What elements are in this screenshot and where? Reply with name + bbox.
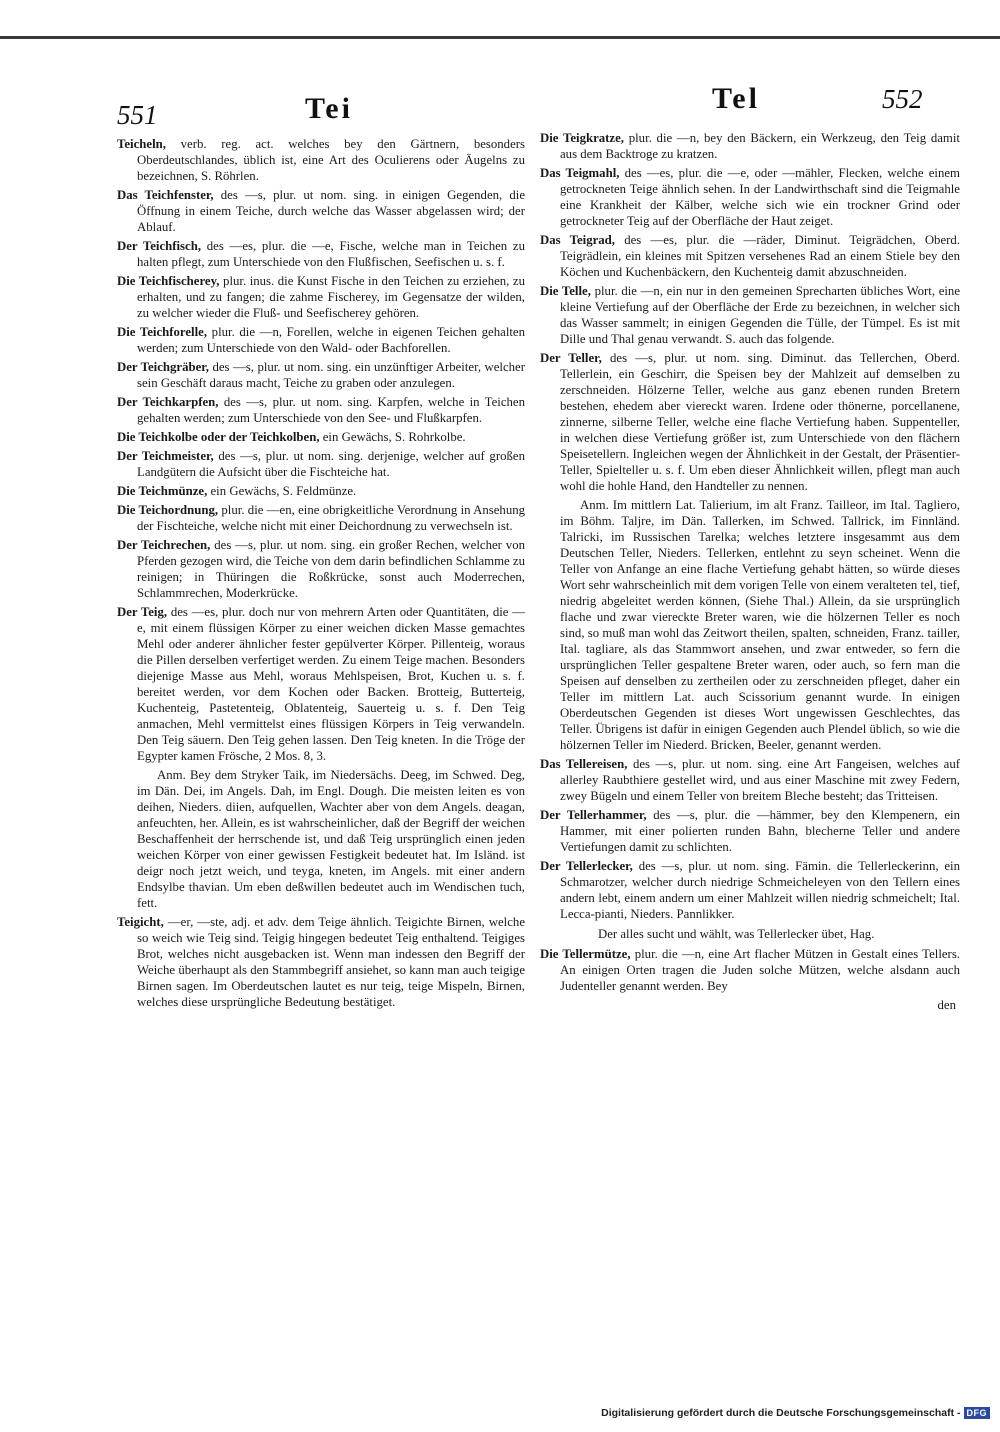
entry-body: des —s, plur. ut nom. sing. eine Art Fangeisen, welches auf allerley Raubthiere gestellet wird, und aus einer Maschine mit zwey Federn, zwey Bügeln und einem Teller von breitem Bleche besteht; das Tritteisen. <box>560 757 960 803</box>
dictionary-entry <box>540 858 960 922</box>
entry-body: des —es, plur. die —räder, Diminut. Teigrädchen, Oberd. Teigrädlein, ein kleines mit Spitzen versehenes Rad an einem Stiele bey den Köchen und Kuchenbäckern, den Kuchenteig damit abzuschneiden. <box>560 233 960 279</box>
entry-headword: Teigicht, <box>117 915 164 929</box>
entry-headword: Das Teigrad, <box>540 233 615 247</box>
etymology-note <box>117 767 525 911</box>
note-label: Anm. <box>157 768 186 782</box>
dictionary-entry <box>117 537 525 601</box>
entry-headword: Der Teichkarpfen, <box>117 395 219 409</box>
entry-headword: Der Tellerhammer, <box>540 808 647 822</box>
entry-body: ein Gewächs, S. Feldmünze. <box>210 484 357 498</box>
entry-headword: Der Teller, <box>540 351 602 365</box>
right-column <box>540 130 960 1013</box>
dictionary-entry <box>117 273 525 321</box>
entry-headword: Das Teigmahl, <box>540 166 620 180</box>
left-column <box>117 136 525 1013</box>
quotation-line: Der alles sucht und wählt, was Tellerlecker übet, Hag. <box>598 927 875 941</box>
dictionary-entry <box>117 136 525 184</box>
entry-headword: Der Tellerlecker, <box>540 859 633 873</box>
entry-body: plur. inus. die Kunst Fische in den Teichen zu erziehen, zu erhalten, und zu fangen; die zahme Fischerey, im Gegensatze der wilden, zu welcher wieder die Fluß- und Seefischerey gehören. <box>137 274 526 320</box>
scan-edge-line <box>0 36 1000 39</box>
dictionary-entry <box>540 807 960 855</box>
dictionary-entry <box>117 324 525 356</box>
entry-body: verb. reg. act. welches bey den Gärtnern, besonders Oberdeutschlandes, üblich ist, eine Art des Oculierens oder Äugelns zu bezeichnen, S. Röhrlen. <box>137 137 525 183</box>
dictionary-entry <box>540 232 960 280</box>
entry-body: des —s, plur. ut nom. sing. ein unzünftiger Arbeiter, welcher sein Geschäft daraus macht, Teiche zu graben oder anzulegen. <box>137 360 525 390</box>
entry-headword: Das Teichfenster, <box>117 188 214 202</box>
entry-body: plur. die —n, eine Art flacher Mützen in Gestalt eines Tellers. An einigen Orten tragen die Juden solche Mützen, welche alsdann auch Judenteller genannt werden. Bey <box>560 947 960 993</box>
dictionary-entry <box>117 359 525 391</box>
entry-body: des —s, plur. ut nom. sing. ein großer Rechen, welcher von Pferden gezogen wird, die Teiche von dem darin befindlichen Schlamme zu reinigen; in Thüringen die Roßkrücke, sonst auch Moderrechen, Schlammrechen, Moderkrücke. <box>137 538 525 600</box>
digitization-credit <box>601 1407 990 1419</box>
left-page-number: 551 <box>117 100 158 130</box>
entry-body: plur. die —n, Forellen, welche in eigenen Teichen gehalten werden; zum Unterschiede von den Wald- oder Bachforellen. <box>137 325 526 355</box>
dictionary-entry <box>540 946 960 994</box>
entry-body: plur. die —en, eine obrigkeitliche Verordnung in Ansehung der Fischteiche, welche nicht mit einer Deichordnung zu verwechseln ist. <box>137 503 526 533</box>
entry-headword: Der Teichgräber, <box>117 360 209 374</box>
entry-body: des —s, plur. ut nom. sing. Fämin. die Tellerleckerinn, ein Schmarotzer, welcher durch niedrige Schmeicheleyen von den Tellern eines andern lebt, einem andern um einer Mahlzeit willen niedrig schmeichelt; Ital. Lecca-pianti, Nieders. Pannlikker. <box>560 859 961 921</box>
etymology-note <box>540 497 960 753</box>
entry-body: —er, —ste, adj. et adv. dem Teige ähnlich. Teigichte Birnen, welche so weich wie Teig sind. Teigig hingegen bedeutet Teig enthaltend. Teigiges Brot, welches nicht ausgebacken ist. Wenn man indessen den Begriff der Weiche überhaupt als den Stammbegriff ansiehet, so kann man auch teigige Birnen sagen. Im Oberdeutschen lautet es nur teig, teige Mispeln, Birnen, welches diese ursprüngliche Bedeutung bestätiget. <box>137 915 525 1009</box>
left-running-head: Tei <box>305 92 353 125</box>
entry-headword: Die Teigkratze, <box>540 131 624 145</box>
entry-headword: Der Teichfisch, <box>117 239 202 253</box>
entry-headword: Die Teichmünze, <box>117 484 208 498</box>
entry-headword: Die Teichordnung, <box>117 503 219 517</box>
entry-body: des —es, plur. die —e, oder —mähler, Flecken, welche einem getrockneten Teige ähnlich sehen. In der Landwirthschaft sind die Teigmahle eine Krankheit der Kälber, welche sich wie ein trockner Grind oder getrockneter Teig auf der Oberfläche der Haut zeiget. <box>560 166 961 228</box>
dictionary-entry <box>117 914 525 1010</box>
dictionary-entry <box>540 283 960 347</box>
entry-body: des —s, plur. ut nom. sing. derjenige, welcher auf großen Landgütern die Aufsicht über die Fischteiche hat. <box>137 449 525 479</box>
dictionary-entry <box>117 604 525 764</box>
entry-headword: Das Tellereisen, <box>540 757 628 771</box>
right-page-number: 552 <box>882 84 923 114</box>
dictionary-entry <box>117 394 525 426</box>
entry-body: des —s, plur. ut nom. sing. Karpfen, welche in Teichen gehalten werden; zum Unterschiede von den See- und Flußkarpfen. <box>137 395 525 425</box>
dictionary-entry <box>540 756 960 804</box>
entry-headword: Die Teichkolbe oder der Teichkolben, <box>117 430 320 444</box>
note-body: Bey dem Stryker Taik, im Niedersächs. Deeg, im Schwed. Deg, im Dän. Dei, im Angels. Dah, im Engl. Dough. Die meisten leiten es von deihen, Nieders. diien, aufquellen, Wachter aber von dem Angels. deagan, anfeuchten, her. Allein, es ist wahrscheinlicher, daß der Begriff der weichen Beschaffenheit der herrschende ist, und daß Teig ursprünglich einen jeden weichen Körper von einer gewissen Festigkeit bedeutet hat. Im Isländ. ist deigr noch jetzt weich, und teyga, kneten, im Angels. mit einer andern Endsylbe thavian. Um eben deßwillen bedeutet auch im Wendischen tuch, fett. <box>137 768 525 910</box>
entry-body: des —es, plur. doch nur von mehrern Arten oder Quantitäten, die —e, mit einem flüssigen Körper zu einer weichen dicken Masse gemachtes Mehl oder anderer ähnlicher fester gepülverter Körper. Pillenteig, woraus die Pillen derselben verfertiget werden. Zu einem Teige machen. Besonders diejenige Masse aus Mehl, woraus Mehlspeisen, Brot, Kuchen u. s. f. bereitet werden, vor dem Kochen oder Backen. Brotteig, Butterteig, Kuchenteig, Pastetenteig, Oblatenteig, Sauerteig u. s. f. Den Teig anmachen, Mehl vermittelst eines flüssigen Körpers in Teig verwandeln. Den Teig säuern. Den Teig gehen lassen. Den Teig kneten. In die Tröge der Egypter kamen Frösche, 2 Mos. 8, 3. <box>137 605 525 763</box>
entry-body: plur. die —n, ein nur in den gemeinen Sprecharten übliches Wort, eine kleine Vertiefung auf der Oberfläche der Erde zu bezeichnen, in welcher sich das Wasser sammelt; in einigen Gegenden die Tülle, der Tümpel. Es ist mit Dille und Thal genau verwandt. S. auch das folgende. <box>560 284 961 346</box>
dictionary-entry <box>117 502 525 534</box>
dictionary-entry <box>117 483 525 499</box>
dictionary-entry <box>540 350 960 494</box>
dictionary-entry <box>117 187 525 235</box>
right-running-head: Tel <box>712 82 760 115</box>
entry-body: des —s, plur. die —hämmer, bey den Klempenern, ein Hammer, mit einer polierten runden Bahn, blecherne Teller und andere Vertiefungen damit zu schlichten. <box>560 808 960 854</box>
dfg-logo: DFG <box>964 1407 991 1419</box>
dictionary-entry <box>540 165 960 229</box>
entry-headword: Teicheln, <box>117 137 166 151</box>
entry-body: ein Gewächs, S. Rohrkolbe. <box>322 430 466 444</box>
entry-headword: Die Teichforelle, <box>117 325 208 339</box>
dictionary-entry <box>117 238 525 270</box>
note-label: Anm. <box>580 498 609 512</box>
dictionary-entry <box>117 448 525 480</box>
entry-body: des —s, plur. ut nom. sing. Diminut. das Tellerchen, Oberd. Tellerlein, ein Geschirr, die Speisen bey der Mahlzeit auf demselben zu zerschneiden. Hölzerne Teller, welche aus ganz ebenen runden Bretern bestehen, ehedem aber viereckt waren. Irdene oder thönerne, porcellanene, zinnerne, silberne Teller, welche eine flache Vertiefung haben. Suppenteller, in welchen diese Vertiefung größer ist, zum Unterschiede von den flächern Speisetellern. Ingleichen wegen der Ähnlichkeit in der Gestalt, der Präsentier-Teller, Spielteller u. s. f. Um eben dieser Ähnlichkeit willen, pflegt man auch wohl die hohle Hand, den Handteller zu nennen. <box>560 351 960 493</box>
entry-headword: Der Teig, <box>117 605 168 619</box>
entry-headword: Der Teichmeister, <box>117 449 214 463</box>
entry-headword: Die Teichfischerey, <box>117 274 220 288</box>
entry-headword: Der Teichrechen, <box>117 538 211 552</box>
dictionary-entry <box>117 429 525 445</box>
entry-body: des —s, plur. ut nom. sing. in einigen Gegenden, die Öffnung in einem Teiche, durch welche das Wasser abgelassen wird; der Ablauf. <box>137 188 526 234</box>
credit-text: Digitalisierung gefördert durch die Deutsche Forschungsgemeinschaft - <box>601 1407 961 1419</box>
note-body: Im mittlern Lat. Talierium, im alt Franz. Tailleor, im Ital. Tagliero, im Böhm. Taljre, im Dän. Tallerken, im Schwed. Tallrick, im Finnländ. Talricki, im Russischen Tarelka; welches letztere insgesammt aus dem Deutschen Teller, Nieders. Tellerken, entlehnt zu seyn scheinet. Wenn die Teller von Anfange an eine flache Vertiefung gehabt hätten, so würde dieses Wort sehr wahrscheinlich mit dem vorigen Telle von einem veralteten tel, tief, niedrig abgeleitet werden können, (Siehe Thal.) Allein, da sie ursprünglich flache und zwar viereckte Breter waren, wie die hölzernen Teller es noch sind, so muß man wohl das Zeitwort theilen, spalten, schneiden, Franz. tailler, Ital. tagliare, als das Stammwort ansehen, und zwar entweder, so fern die ursprünglichen Teller gespaltene Breter waren, oder auch, so fern man die Speisen auf denselben zu zertheilen oder zu zerschneiden pfleget, daher ein Teller im mittlern Lat. auch Scissorium genannt wurde. In einigen Oberdeutschen Gegenden ist dieses Wort ungewissen Geschlechtes, das Teller. Übrigens ist dafür in einigen Gegenden auch Plendel üblich, so wie die hölzernen Teller im Niederd. Bricken, Beeler, genannt werden. <box>560 498 960 752</box>
dictionary-entry <box>540 130 960 162</box>
entry-headword: Die Telle, <box>540 284 591 298</box>
entry-headword: Die Tellermütze, <box>540 947 631 961</box>
entry-body: des —es, plur. die —e, Fische, welche man in Teichen zu halten pflegt, zum Unterschiede von den Flußfischen, Seefischen u. s. f. <box>137 239 525 269</box>
catchword: den <box>937 998 956 1012</box>
entry-body: plur. die —n, bey den Bäckern, ein Werkzeug, den Teig damit aus dem Backtroge zu kratzen. <box>560 131 960 161</box>
